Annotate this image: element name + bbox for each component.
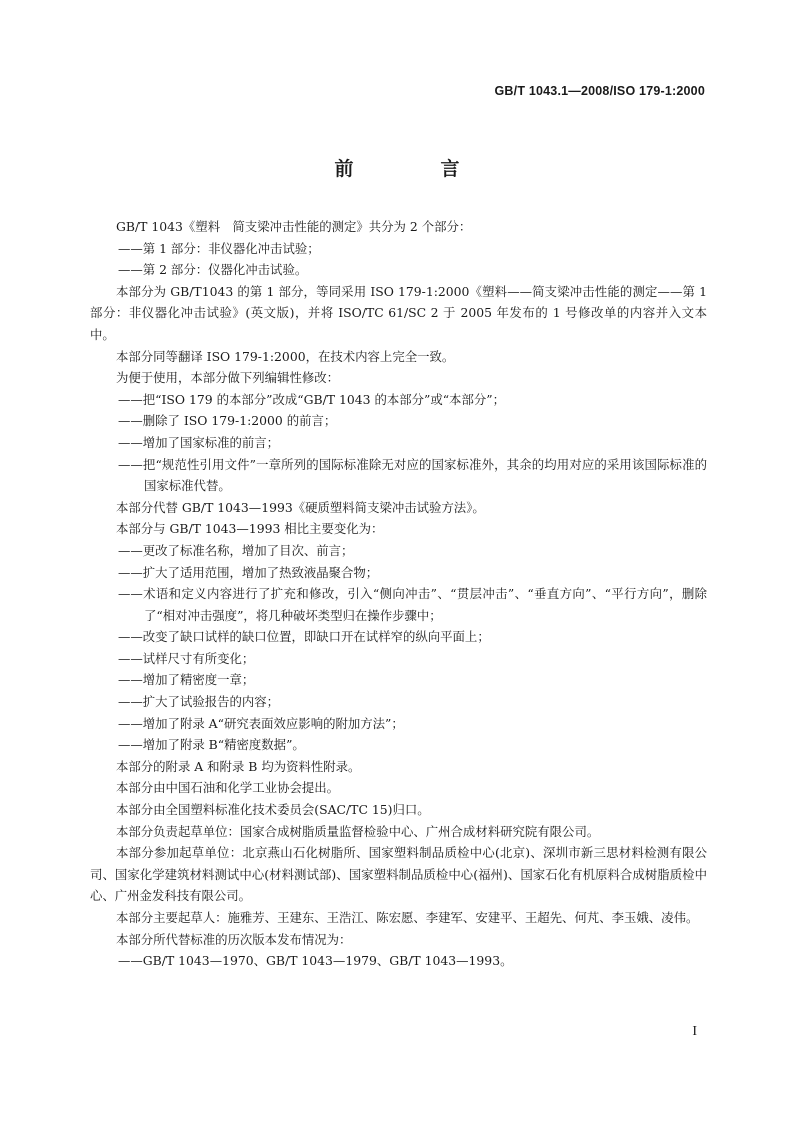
page-title: 前 言: [334, 158, 494, 180]
list-item: ——增加了精密度一章；: [118, 672, 255, 688]
foreword-body: [90, 216, 707, 972]
list-item: ——删除了 ISO 179-1:2000 的前言；: [118, 413, 337, 429]
paragraph: 本部分所代替标准的历次版本发布情况为：: [116, 931, 352, 947]
paragraph: 为便于使用，本部分做下列编辑性修改：: [116, 370, 340, 386]
paragraph: 本部分由全国塑料标准化技术委员会(SAC/TC 15)归口。: [116, 802, 430, 818]
paragraph: 本部分主要起草人：施雅芳、王建东、王浩江、陈宏愿、李建军、安建平、王超先、何芃、李玉娥、凌伟。: [116, 910, 699, 925]
paragraph: 本部分代替 GB/T 1043—1993《硬质塑料简支梁冲击试验方法》。: [116, 499, 485, 515]
paragraph: 本部分负责起草单位：国家合成树脂质量监督检验中心、广州合成材料研究院有限公司。: [116, 823, 600, 839]
paragraph: 本部分由中国石油和化学工业协会提出。: [116, 780, 340, 796]
page-number: I: [692, 1024, 697, 1039]
list-item: ——增加了国家标准的前言；: [118, 434, 280, 450]
list-item: ——把“规范性引用文件”一章所列的国际标准除无对应的国家标准外，其余的均用对应的采用该国际标准的国家标准代替。: [118, 456, 707, 494]
list-item: ——改变了缺口试样的缺口位置，即缺口开在试样窄的纵向平面上；: [118, 629, 490, 645]
list-item: ——GB/T 1043—1970、GB/T 1043—1979、GB/T 1043—1993。: [118, 953, 513, 969]
standard-code-header: GB/T 1043.1—2008/ISO 179-1:2000: [494, 84, 705, 98]
list-item: ——术语和定义内容进行了扩充和修改，引入“侧向冲击”、“贯层冲击”、“垂直方向”、“平行方向”，删除了“相对冲击强度”，将几种破坏类型归在操作步骤中；: [118, 586, 707, 623]
list-item: ——扩大了适用范围，增加了热致液晶聚合物；: [118, 564, 379, 580]
paragraph: 本部分的附录 A 和附录 B 均为资料性附录。: [116, 758, 361, 774]
list-item: ——试样尺寸有所变化；: [118, 650, 255, 666]
list-item: ——第 1 部分：非仪器化冲击试验；: [118, 240, 320, 256]
list-item: ——增加了附录 A“研究表面效应影响的附加方法”；: [118, 715, 404, 731]
list-item: ——把“ISO 179 的本部分”改成“GB/T 1043 的本部分”或“本部分”；: [118, 391, 505, 407]
list-item: ——增加了附录 B“精密度数据”。: [118, 737, 305, 753]
paragraph: 本部分与 GB/T 1043—1993 相比主要变化为：: [116, 521, 384, 537]
list-item: ——扩大了试验报告的内容；: [118, 694, 280, 710]
paragraph: 本部分参加起草单位：北京燕山石化树脂所、国家塑料制品质检中心(北京)、深圳市新三思材料检测有限公司、国家化学建筑材料测试中心(材料测试部)、国家塑料制品质检中心(福州)、国家石化有机原料合成树脂质检中心、广州金发科技有限公司。: [90, 845, 707, 904]
paragraph: 本部分为 GB/T1043 的第 1 部分，等同采用 ISO 179-1:2000《塑料——简支梁冲击性能的测定——第 1 部分：非仪器化冲击试验》(英文版)，并将 ISO/TC 61/SC 2 于 2005 年发布的 1 号修改单的内容并入文本中。: [90, 283, 707, 342]
paragraph: GB/T 1043《塑料 简支梁冲击性能的测定》共分为 2 个部分：: [116, 219, 472, 234]
paragraph: 本部分同等翻译 ISO 179-1:2000，在技术内容上完全一致。: [116, 348, 455, 364]
list-item: ——更改了标准名称，增加了目次、前言；: [118, 542, 354, 558]
list-item: ——第 2 部分：仪器化冲击试验。: [118, 262, 308, 278]
